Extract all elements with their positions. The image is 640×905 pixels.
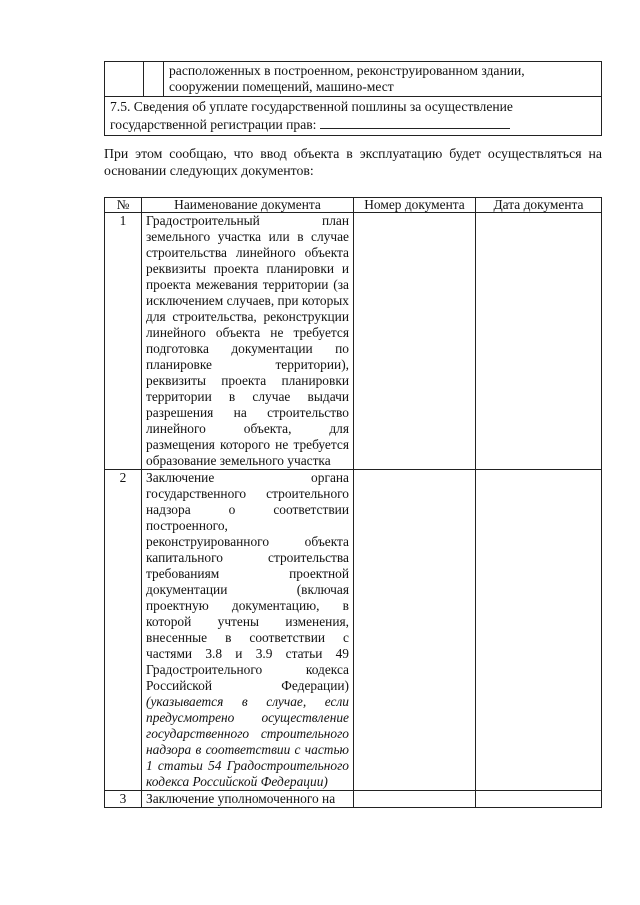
table-row xyxy=(105,791,602,808)
document-number-cell xyxy=(354,470,476,791)
table-header-row xyxy=(105,198,602,213)
document-name-note: (указывается в случае, если предусмотрено осуществление государственного строительного надзора в соответствии с частью 1 статьи 54 Градостроительного кодекса Российской Федерации) xyxy=(146,694,349,789)
row-number: 3 xyxy=(105,791,142,808)
document-number-cell xyxy=(354,791,476,808)
header-date: Дата документа xyxy=(476,198,602,213)
header-number: Номер документа xyxy=(354,198,476,213)
document-name-text: Градостроительный план земельного участка или в случае строительства линейного объекта реквизиты проекта планировки и проекта межевания территории (за исключением случаев, при которых для строительства, реконструкции линейного объекта не требуется подготовка документации по планировке территории), реквизиты проекта планировки территории в случае выдачи разрешения на строительство линейного объекта, для размещения которого не требуется образование земельного участка xyxy=(146,213,350,468)
document-name xyxy=(142,791,354,808)
documents-table xyxy=(104,197,602,808)
intro-paragraph: При этом сообщаю, что ввод объекта в эксплуатацию будет осуществляться на основании следующих документов: xyxy=(104,146,602,178)
document-number-cell xyxy=(354,213,476,470)
row-number: 1 xyxy=(105,213,142,470)
document-name-text: Заключение уполномоченного на xyxy=(146,791,336,806)
document-date-cell xyxy=(476,470,602,791)
document-name xyxy=(142,470,354,791)
row-number: 2 xyxy=(105,470,142,791)
document-date-cell xyxy=(476,791,602,808)
top-table-blank-cell xyxy=(144,62,164,97)
document-name xyxy=(142,213,354,470)
document-name-text: Заключение органа государственного строительного надзора о соответствии построенного, реконструированного объекта капитального строительства требованиям проектной документации (включая проектную документацию, в которой учтены изменения, внесенные в соответствии с частями 3.8 и 3.9 статьи 49 Градостроительного кодекса Российской Федерации) xyxy=(146,470,349,693)
fill-in-line xyxy=(320,115,510,129)
table-row xyxy=(105,470,602,791)
header-name: Наименование документа xyxy=(142,198,354,213)
document-date-cell xyxy=(476,213,602,470)
header-num: № xyxy=(105,198,142,213)
top-table-blank-cell xyxy=(105,62,144,97)
placement-text: расположенных в построенном, реконструированном здании, сооружении помещений, машино-мест xyxy=(169,63,525,94)
section-7-5-cell xyxy=(105,97,602,136)
top-table-text-cell xyxy=(164,62,602,97)
top-table-row xyxy=(105,62,602,97)
top-continuation-table xyxy=(104,61,602,136)
section-7-5-text: 7.5. Сведения об уплате государственной пошлины за осуществление государственной регистрации прав: xyxy=(110,99,513,132)
top-table-row xyxy=(105,97,602,136)
table-row xyxy=(105,213,602,470)
